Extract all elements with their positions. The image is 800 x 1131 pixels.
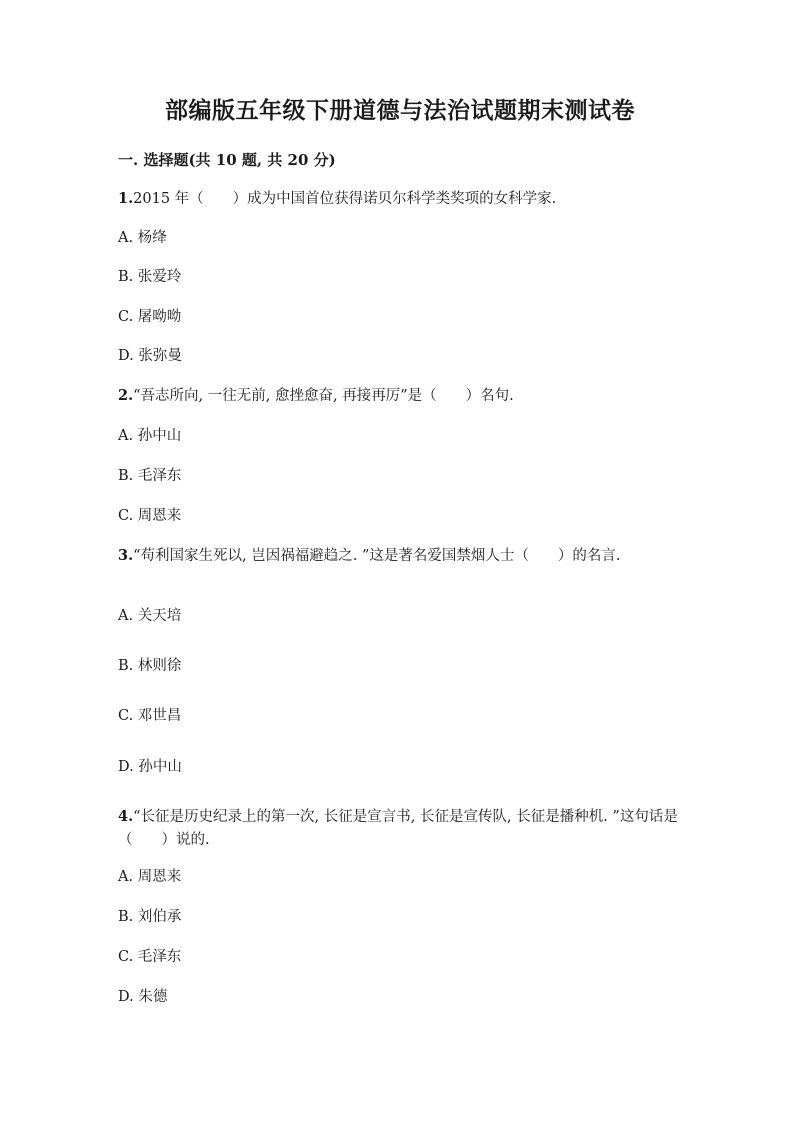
question-3: [118, 544, 678, 568]
question-4: [118, 805, 678, 852]
question-1: [118, 187, 678, 211]
question-text: “苟利国家生死以, 岂因祸福避趋之. ”这是著名爱国禁烟人士（ ）的名言.: [133, 548, 621, 564]
question-2: [118, 384, 678, 408]
option-4b[interactable]: B. 刘伯承: [118, 909, 182, 925]
option-3d[interactable]: D. 孙中山: [118, 759, 182, 775]
option-4a[interactable]: A. 周恩来: [118, 869, 182, 885]
option-1c[interactable]: C. 屠呦呦: [118, 309, 182, 325]
question-number: 3.: [118, 547, 134, 564]
question-number: 1.: [118, 190, 134, 207]
option-4d[interactable]: D. 朱德: [118, 989, 168, 1005]
question-text: “吾志所向, 一往无前, 愈挫愈奋, 再接再厉”是（ ）名句.: [133, 388, 514, 404]
page-title: 部编版五年级下册道德与法治试题期末测试卷: [165, 97, 635, 124]
option-1a[interactable]: A. 杨绛: [118, 230, 167, 246]
question-number: 4.: [118, 808, 134, 825]
question-text: “长征是历史纪录上的第一次, 长征是宣言书, 长征是宣传队, 长征是播种机. ”这句话是（ ）说的.: [118, 809, 678, 848]
question-number: 2.: [118, 387, 134, 404]
option-2c[interactable]: C. 周恩来: [118, 508, 182, 524]
option-1b[interactable]: B. 张爱玲: [118, 269, 182, 285]
option-4c[interactable]: C. 毛泽东: [118, 949, 182, 965]
option-3a[interactable]: A. 关天培: [118, 608, 182, 624]
option-3b[interactable]: B. 林则徐: [118, 658, 182, 674]
option-2a[interactable]: A. 孙中山: [118, 428, 182, 444]
section-heading: 一. 选择题(共 10 题, 共 20 分): [118, 151, 336, 169]
question-text: 2015 年（ ）成为中国首位获得诺贝尔科学类奖项的女科学家.: [133, 191, 557, 207]
option-1d[interactable]: D. 张弥曼: [118, 348, 182, 364]
option-2b[interactable]: B. 毛泽东: [118, 468, 182, 484]
option-3c[interactable]: C. 邓世昌: [118, 708, 182, 724]
